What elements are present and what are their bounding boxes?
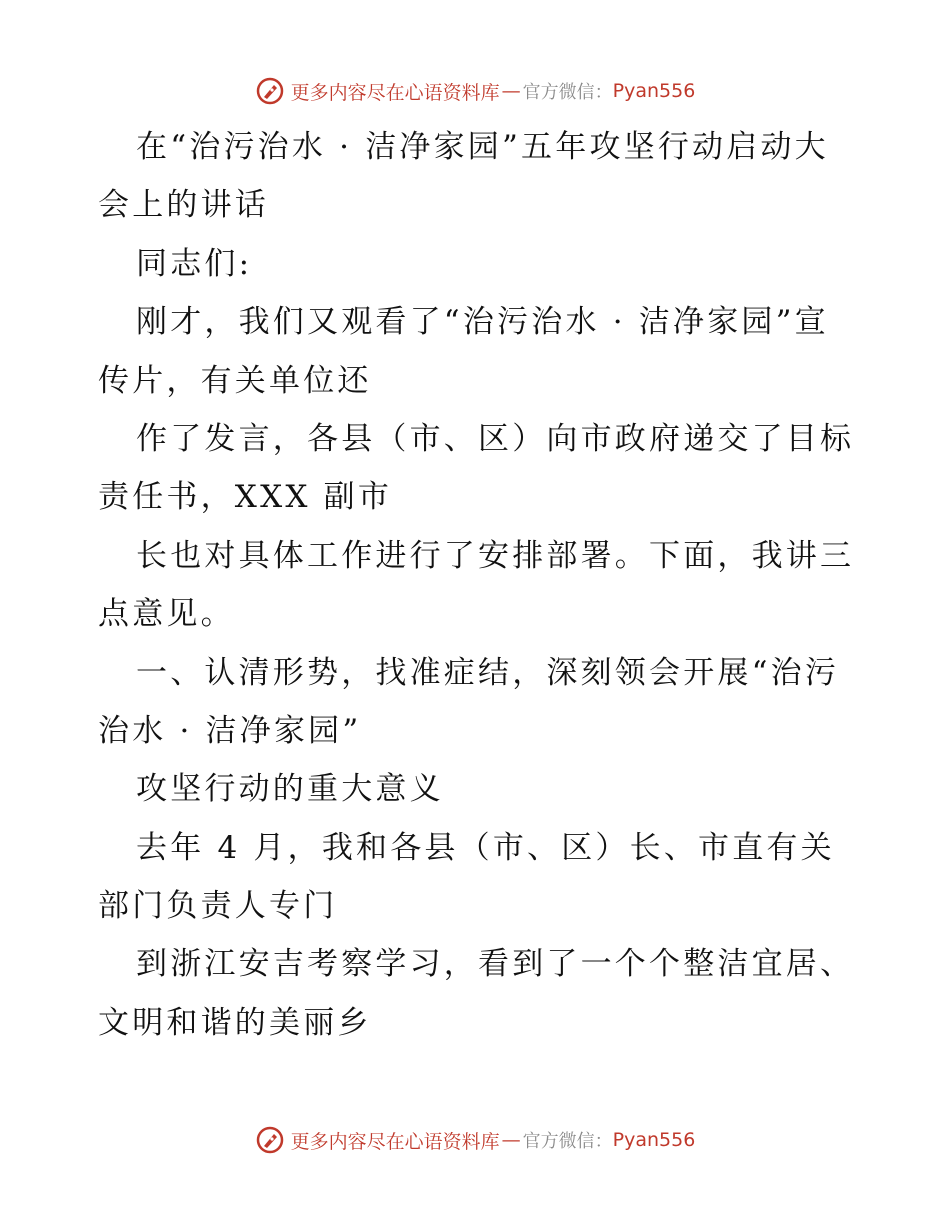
pen-nib-circle-icon bbox=[255, 76, 285, 106]
watermark-library-text: 更多内容尽在心语资料库 bbox=[290, 81, 500, 104]
watermark-dash: — bbox=[501, 1129, 521, 1151]
section-heading-line: 治水 · 洁净家园” bbox=[98, 712, 362, 749]
text-line: 责任书，XXX 副市 bbox=[98, 479, 393, 516]
text-line: 长也对具体工作进行了安排部署。下面，我讲三 bbox=[136, 537, 855, 574]
watermark-footer bbox=[0, 1120, 950, 1160]
watermark-official-label: 官方微信： bbox=[522, 82, 613, 103]
text-line: 在“治污治水 · 洁净家园”五年攻坚行动启动大 bbox=[136, 129, 829, 165]
watermark-wechat-id: Pyan556 bbox=[612, 1129, 696, 1151]
section-heading-line: 攻坚行动的重大意义 bbox=[136, 771, 444, 808]
text-line: 去年 4 月，我和各县（市、区）长、市直有关 bbox=[136, 829, 835, 866]
text-line: 部门负责人专门 bbox=[98, 888, 338, 925]
watermark-wechat-id: Pyan556 bbox=[612, 80, 696, 102]
pen-nib-circle-icon bbox=[255, 1125, 285, 1155]
text-line: 会上的讲话 bbox=[98, 187, 269, 224]
text-line: 同志们: bbox=[136, 245, 253, 282]
text-line: 点意见。 bbox=[98, 596, 235, 633]
section-heading-line: 一、认清形势，找准症结，深刻领会开展“治污 bbox=[136, 654, 840, 691]
watermark-library-text: 更多内容尽在心语资料库 bbox=[290, 1130, 500, 1153]
text-line: 传片，有关单位还 bbox=[98, 362, 372, 399]
watermark-dash: — bbox=[501, 80, 521, 102]
text-line: 到浙江安吉考察学习，看到了一个个整洁宜居、 bbox=[136, 946, 855, 983]
watermark-official-label: 官方微信： bbox=[522, 1131, 613, 1152]
document-body bbox=[98, 118, 853, 1052]
text-line: 文明和谐的美丽乡 bbox=[98, 1004, 372, 1041]
text-line: 刚才，我们又观看了“治污治水 · 洁净家园”宣 bbox=[136, 304, 829, 341]
text-line: 作了发言，各县（市、区）向市政府递交了目标 bbox=[136, 420, 855, 457]
watermark-header bbox=[0, 71, 950, 111]
